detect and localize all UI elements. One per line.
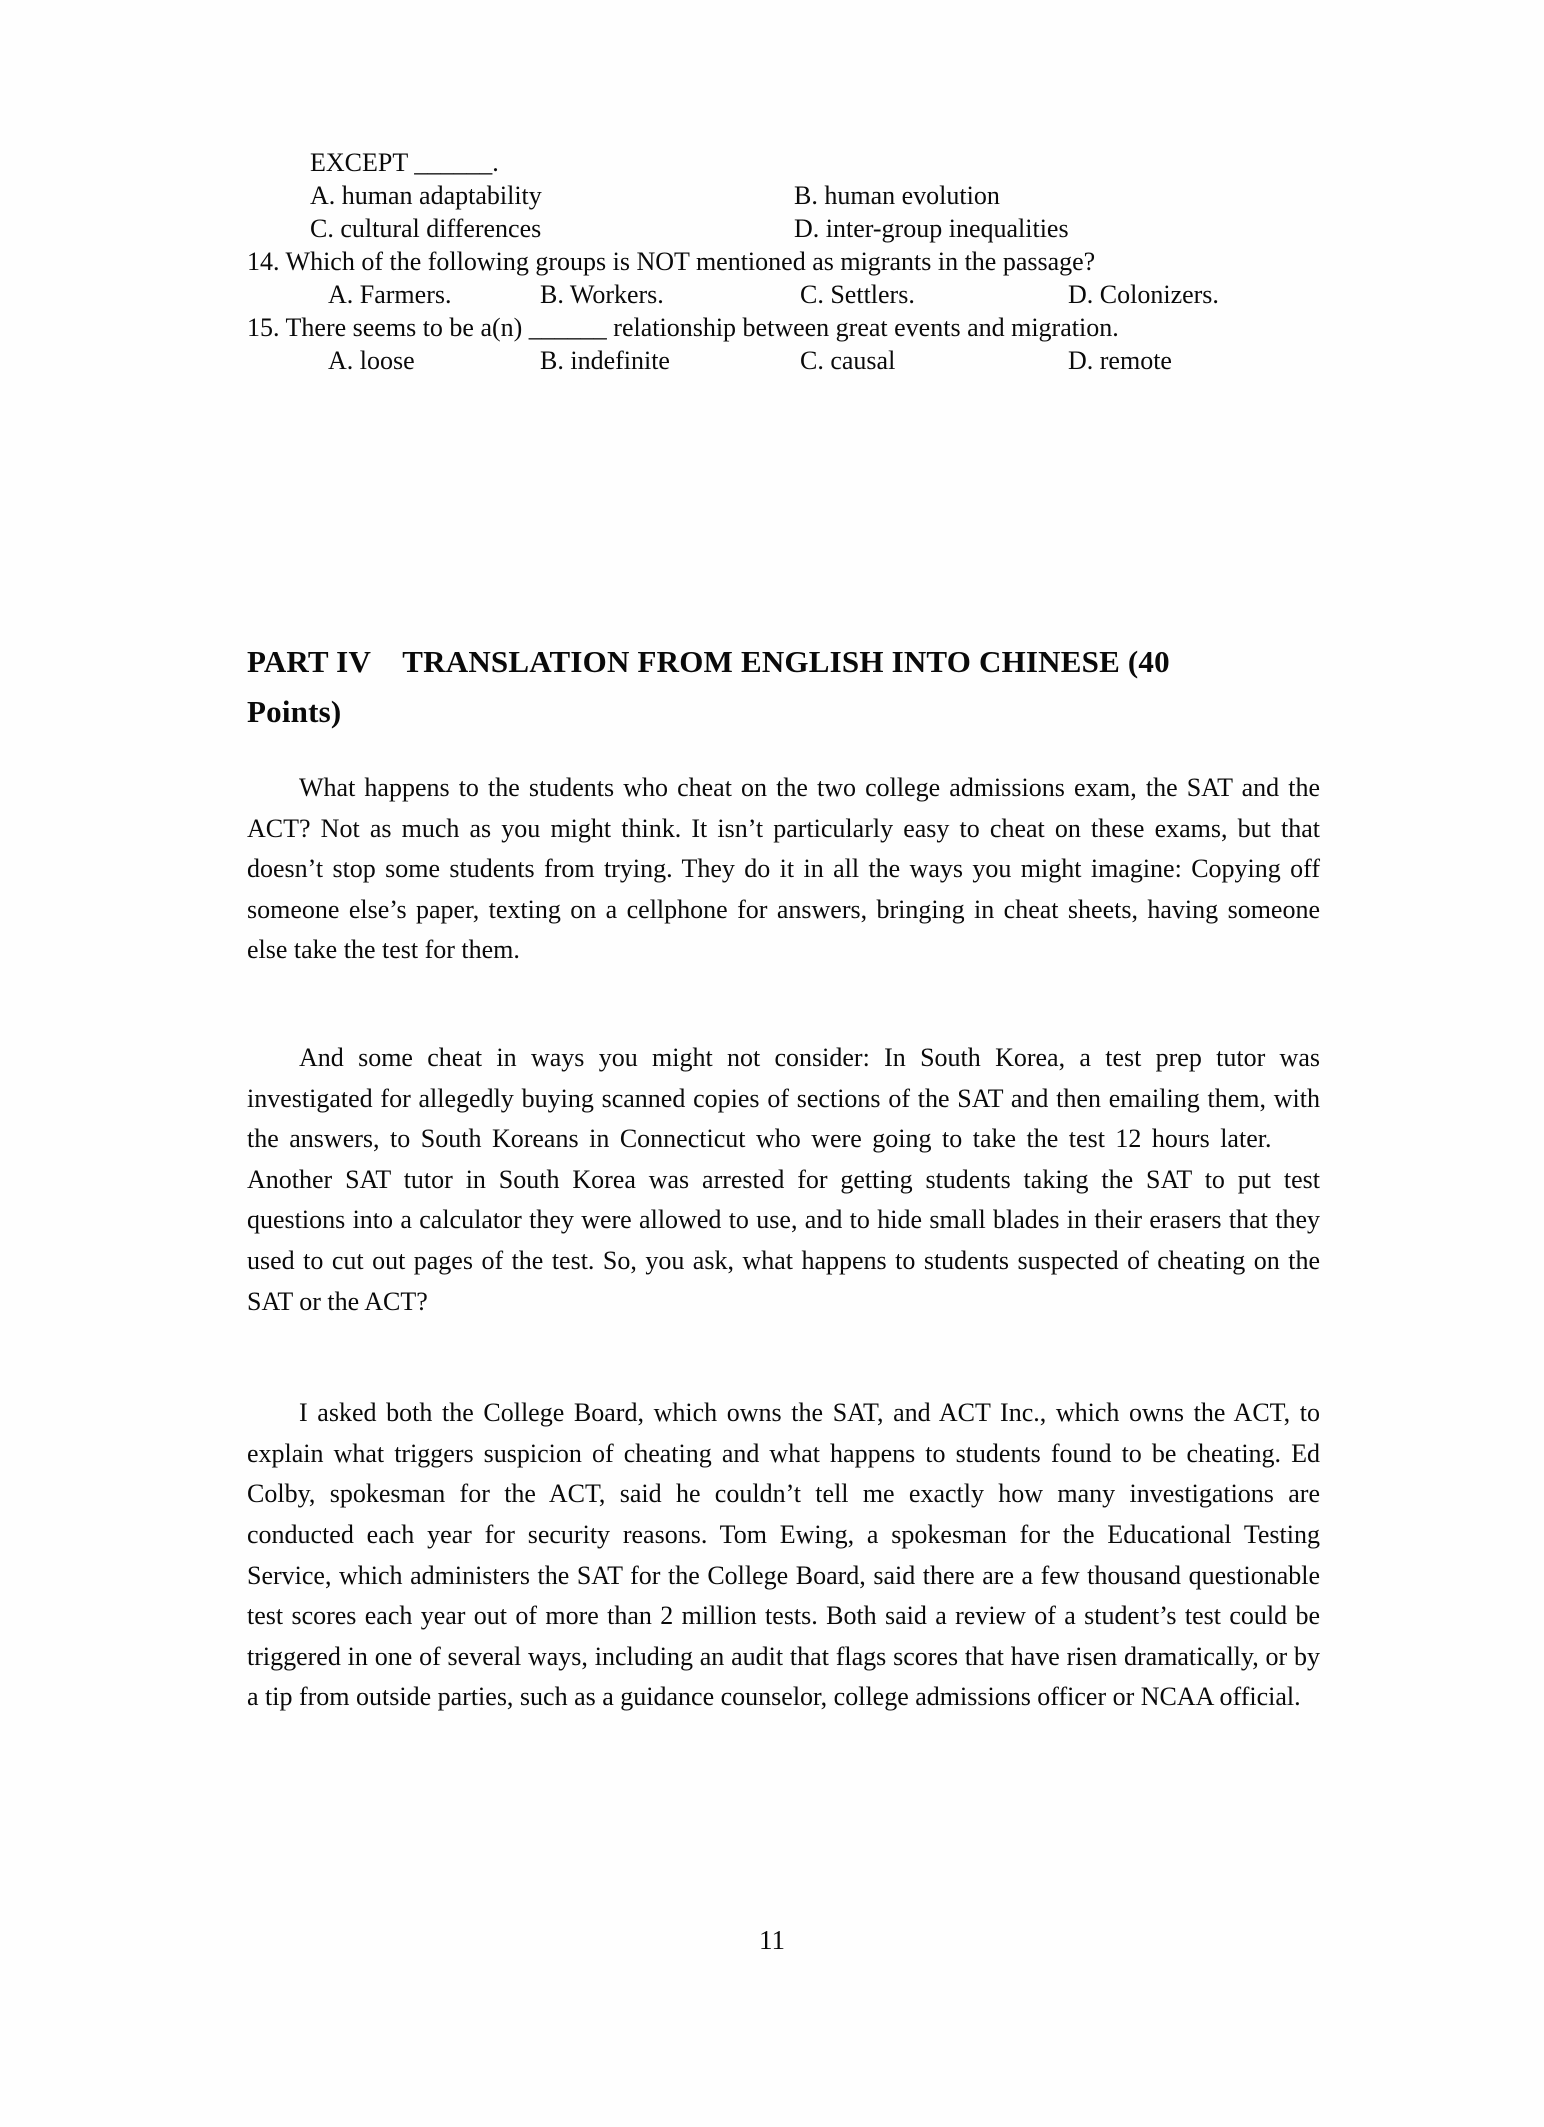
option-14-a: A. Farmers. [328, 280, 452, 309]
option-14-c: C. Settlers. [800, 280, 915, 309]
option-15-c: C. causal [800, 346, 896, 375]
question-15-options-row [328, 344, 1320, 377]
section-heading-line-1: PART IV TRANSLATION FROM ENGLISH INTO CHINESE (40 [247, 644, 1170, 679]
question-block [247, 146, 1320, 377]
option-13-c: C. cultural differences [310, 214, 542, 243]
option-15-a: A. loose [328, 346, 415, 375]
option-15-d: D. remote [1068, 346, 1172, 375]
option-14-d: D. Colonizers. [1068, 280, 1219, 309]
question-14-stem: 14. Which of the following groups is NOT mentioned as migrants in the passage? [247, 247, 1096, 276]
page-number: 11 [759, 1925, 785, 1955]
question-15-stem: 15. There seems to be a(n) ______ relationship between great events and migration. [247, 313, 1119, 342]
passage-paragraph-3: I asked both the College Board, which owns the SAT, and ACT Inc., which owns the ACT, to explain what triggers suspicion of cheating and what happens to students found to be cheating. Ed Colby, spokesman for the ACT, said he couldn’t tell me exactly how many investigations are conducted each year for security reasons. Tom Ewing, a spokesman for the Educational Testing Service, which administers the SAT for the College Board, said there are a few thousand questionable test scores each year out of more than 2 million tests. Both said a review of a student’s test could be triggered in one of several ways, including an audit that flags scores that have risen dramatically, or by a tip from outside parties, such as a guidance counselor, college admissions officer or NCAA official. [247, 1398, 1320, 1712]
option-13-b: B. human evolution [794, 181, 1000, 210]
option-15-b: B. indefinite [540, 346, 670, 375]
option-14-b: B. Workers. [540, 280, 664, 309]
passage-paragraph-1: What happens to the students who cheat on the two college admissions exam, the SAT and the ACT? Not as much as you might think. It isn’t particularly easy to cheat on these exams, but that doesn’t stop some students from trying. They do it in all the ways you might imagine: Copying off someone else’s paper, texting on a cellphone for answers, bringing in cheat sheets, having someone else take the test for them. [247, 773, 1320, 965]
section-heading [247, 637, 1320, 737]
question-13-options-row-2 [310, 212, 1320, 245]
question-13-options-row-1 [310, 179, 1320, 212]
question-14-options-row [328, 278, 1320, 311]
option-13-a: A. human adaptability [310, 181, 542, 210]
passage-paragraph-2: And some cheat in ways you might not consider: In South Korea, a test prep tutor was investigated for allegedly buying scanned copies of sections of the SAT and then emailing them, with the answers, to South Koreans in Connecticut who were going to take the test 12 hours later. Another SAT tutor in South Korea was arrested for getting students taking the SAT to put test questions into a calculator they were allowed to use, and to hide small blades in their erasers that they used to cut out pages of the test. So, you ask, what happens to students suspected of cheating on the SAT or the ACT? [247, 1042, 1320, 1316]
section-heading-line-2: Points) [247, 694, 342, 729]
option-13-d: D. inter-group inequalities [794, 214, 1069, 243]
question-13-stem-fragment: EXCEPT ______. [310, 148, 499, 177]
